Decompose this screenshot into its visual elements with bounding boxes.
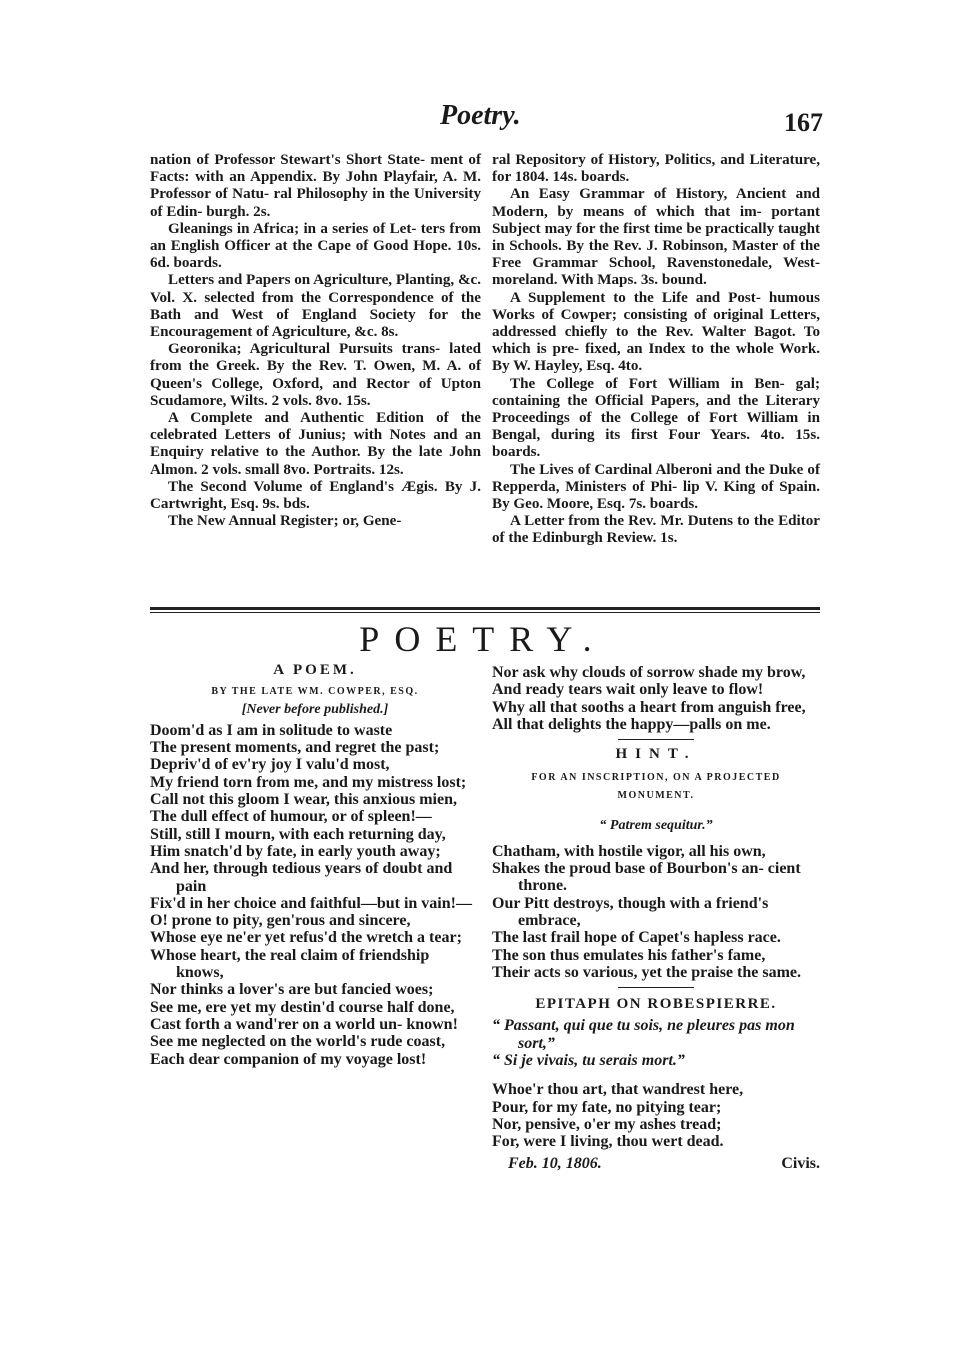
page-number: 167 [784, 108, 823, 137]
poem-left-column [150, 662, 480, 1068]
divider-rule [618, 987, 694, 988]
poem-line: Still, still I mourn, with each returning day, [150, 825, 446, 843]
epitaph-title: EPITAPH ON ROBESPIERRE. [535, 996, 777, 1013]
hint-line: Their acts so various, yet the praise the same. [492, 963, 801, 981]
poem-line: My friend torn from me, and my mistress lost; [150, 773, 467, 791]
book-listing-entry: Gleanings in Africa; in a series of Let- ters from an English Officer at the Cape of Good Hope. 10s. 6d. boards. [150, 220, 481, 272]
book-listing-entry: The College of Fort William in Ben- gal; containing the Official Papers, and the Literary Proceedings of the College of Fort William in Bengal, during its first Four Years. 4to. 15s. boards. [492, 375, 820, 461]
running-header-title: Poetry. [440, 100, 521, 131]
poem-line: Whose eye ne'er yet refus'd the wretch a tear; [150, 929, 462, 947]
book-listing-entry: A Letter from the Rev. Mr. Dutens to the Editor of the Edinburgh Review. 1s. [492, 513, 820, 547]
poem-line: Cast forth a wand'rer on a world un- known! [150, 1015, 458, 1033]
divider-rule [618, 739, 694, 740]
hint-subtitle: FOR AN INSCRIPTION, ON A PROJECTED MONUMENT. [531, 772, 781, 802]
poem-line: Doom'd as I am in solitude to waste [150, 721, 393, 739]
poem-line: Fix'd in her choice and faithful—but in vain!— [150, 894, 472, 912]
epitaph-line: Pour, for my fate, no pitying tear; [492, 1098, 722, 1116]
epitaph-line: Whoe'r thou art, that wandrest here, [492, 1081, 744, 1099]
poem-line: See me, ere yet my destin'd course half done, [150, 998, 455, 1016]
book-listing-entry: The Lives of Cardinal Alberoni and the Duke of Repperda, Ministers of Phi- lip V. King of Spain. By Geo. Moore, Esq. 7s. boards. [492, 461, 820, 513]
poem-lines [150, 722, 480, 1068]
poem-line: Whose heart, the real claim of friendship knows, [150, 946, 430, 982]
poem-continuation [492, 664, 820, 733]
book-listing-entry: The Second Volume of England's Ægis. By J. Cartwright, Esq. 9s. bds. [150, 478, 481, 513]
poem-line: The dull effect of humour, or of spleen!— [150, 808, 432, 826]
poem-line: Nor ask why clouds of sorrow shade my brow, [492, 664, 806, 681]
book-listing-entry: Letters and Papers on Agriculture, Planting, &c. Vol. X. selected from the Correspondence of the Bath and West of England Society for the Encouragement of Agriculture, &c. 8s. [150, 272, 481, 341]
epitaph-line: For, were I living, thou wert dead. [492, 1133, 724, 1151]
signature: Civis. [781, 1154, 820, 1172]
book-listing-entry: nation of Professor Stewart's Short State- ment of Facts: with an Appendix. By John Playfair, A. M. Professor of Natu- ral Philosophy in the University of Edin- burgh. 2s. [150, 152, 481, 220]
book-list-left-column [150, 152, 481, 530]
poem-line: O! prone to pity, gen'rous and sincere, [150, 912, 411, 930]
hint-title: HINT. [615, 746, 697, 763]
section-divider-thin [150, 612, 820, 613]
epitaph-french-line: “ Si je vivais, tu serais mort.” [492, 1052, 685, 1070]
epitaph-lines [492, 1081, 820, 1150]
section-title: POETRY. [359, 619, 607, 659]
book-listing-entry: ral Repository of History, Politics, and Literature, for 1804. 14s. boards. [492, 152, 820, 186]
book-listing-entry: A Complete and Authentic Edition of the celebrated Letters of Junius; with Notes and an Enquiry relative to the Author. By the late John Almon. 2 vols. small 8vo. Portraits. 12s. [150, 410, 481, 478]
book-listing-entry: An Easy Grammar of History, Ancient and Modern, by means of which that im- portant Subject may for the first time be practically taught in Schools. By the Rev. J. Robinson, Master of the Free Grammar School, Ravenstonedale, West- moreland. With Maps. 3s. bound. [492, 186, 820, 289]
hint-line: Our Pitt destroys, though with a friend's embrace, [492, 894, 769, 929]
hint-line: The son thus emulates his father's fame, [492, 946, 766, 964]
poem-note: [Never before published.] [241, 701, 389, 717]
poem-line: The present moments, and regret the past; [150, 739, 440, 757]
poem-line: Call not this gloom I wear, this anxious mien, [150, 791, 457, 809]
poem-line: Depriv'd of ev'ry joy I valu'd most, [150, 756, 390, 774]
poem-right-column [492, 664, 820, 1172]
poem-byline: BY THE LATE WM. COWPER, ESQ. [211, 686, 419, 698]
hint-line: Shakes the proud base of Bourbon's an- cient throne. [492, 860, 801, 895]
poem-line: All that delights the happy—palls on me. [492, 715, 771, 733]
book-listing-entry: A Supplement to the Life and Post- humous Works of Cowper; consisting of original Letters, addressed chiefly to the Rev. Walter Bagot. To which is pre- fixed, an Index to the whole Work. By W. Hayley, Esq. 4to. [492, 289, 820, 375]
date: Feb. 10, 1806. [508, 1154, 602, 1172]
epitaph-french-line: “ Passant, qui que tu sois, ne pleures pas mon sort,” [492, 1017, 795, 1052]
hint-motto: “ Patrem sequitur.” [599, 818, 713, 834]
poem-line: And her, through tedious years of doubt and pain [150, 860, 453, 895]
epitaph-line: Nor, pensive, o'er my ashes tread; [492, 1115, 722, 1133]
poem-line: And ready tears wait only leave to flow! [492, 681, 764, 699]
epitaph-french [492, 1017, 820, 1069]
poem-title: A POEM. [273, 662, 357, 678]
book-listing-entry: Georonika; Agricultural Pursuits trans- lated from the Greek. By the Rev. T. Owen, M. A. of Queen's College, Oxford, and Rector of Upton Scudamore, Wilts. 2 vols. 8vo. 15s. [150, 341, 481, 409]
poem-line: See me neglected on the world's rude coast, [150, 1033, 446, 1051]
section-divider-thick [150, 607, 820, 610]
poem-line: Each dear companion of my voyage lost! [150, 1050, 427, 1068]
book-list-right-column [492, 152, 820, 548]
hint-line: Chatham, with hostile vigor, all his own, [492, 842, 766, 860]
hint-lines [492, 843, 820, 981]
signature-row [492, 1155, 820, 1172]
book-listing-entry: The New Annual Register; or, Gene- [168, 513, 402, 530]
poem-line: Him snatch'd by fate, in early youth away; [150, 842, 441, 860]
hint-line: The last frail hope of Capet's hapless race. [492, 929, 781, 947]
poem-line: Nor thinks a lover's are but fancied woes; [150, 981, 434, 999]
poem-line: Why all that sooths a heart from anguish free, [492, 698, 806, 716]
